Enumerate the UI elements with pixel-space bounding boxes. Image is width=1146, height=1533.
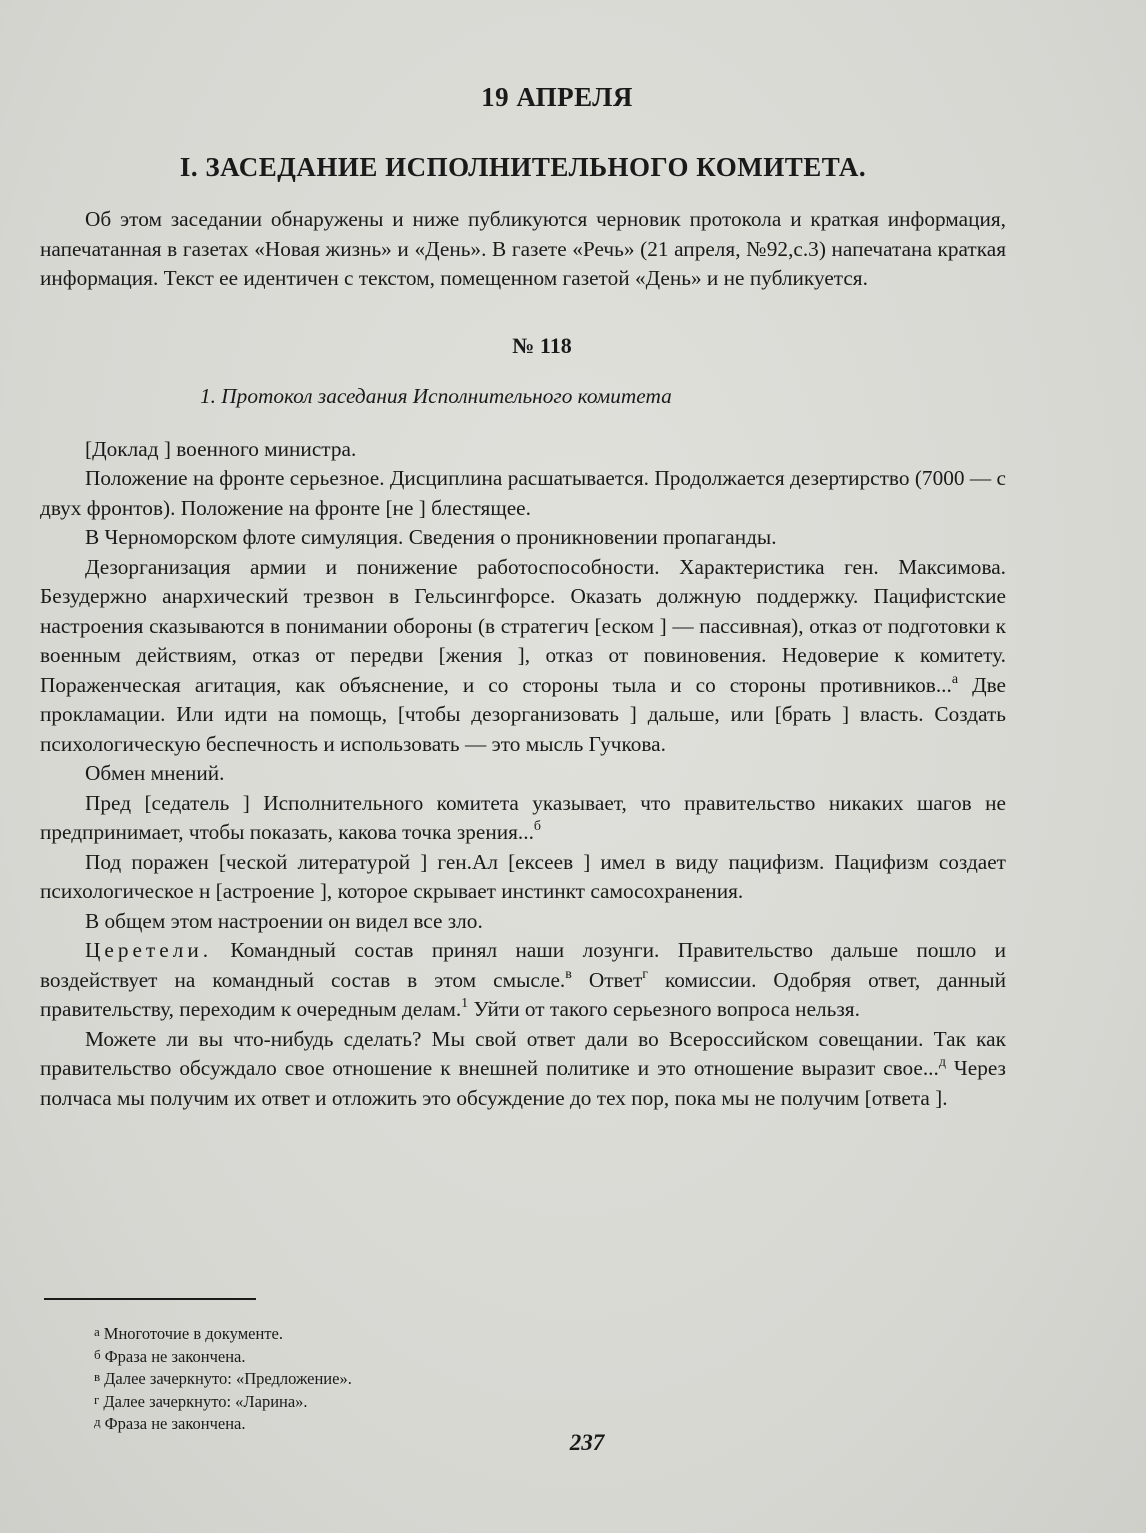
paragraph-9-part-c: комиссии. Одобряя ответ, данный правительству, переходим к очередным делам.: [40, 967, 1006, 1021]
paragraph-3: В Черноморском флоте симуляция. Сведения о проникновении пропаганды.: [85, 525, 777, 549]
document-title: 1. Протокол заседания Исполнительного комитета: [200, 383, 672, 408]
footnote-marker-b: б: [533, 819, 542, 834]
paragraph-9-part-b: Ответ: [571, 967, 643, 992]
main-text: [40, 82, 1006, 1113]
footnote-text: Далее зачеркнуто: «Предложение».: [104, 1369, 352, 1388]
footnote-item: [94, 1367, 352, 1390]
footnote-marker-d: д: [938, 1055, 946, 1070]
paragraph-10-part-b: Через полчаса мы получим их ответ и отложить это обсуждение до тех пор, пока мы не получим [ответа ].: [40, 1056, 1006, 1110]
footnote-mark: д: [94, 1414, 101, 1429]
paragraph-4: [40, 553, 1006, 760]
section-heading: I. ЗАСЕДАНИЕ ИСПОЛНИТЕЛЬНОГО КОМИТЕТА.: [179, 152, 867, 182]
date-heading: 19 АПРЕЛЯ: [481, 82, 633, 112]
footnote-text: Фраза не закончена.: [104, 1346, 246, 1366]
intro-paragraph: Об этом заседании обнаружены и ниже публикуются черновик протокола и краткая информация, напечатанная в газетах «Новая жизнь» и «День». В газете «Речь» (21 апреля, №92,с.3) напечатана краткая информация. Текст ее идентичен с текстом, помещенном газетой «День» и не публикуется.: [40, 207, 1006, 290]
page-number: 237: [569, 1430, 605, 1455]
paragraph-6: [40, 789, 1006, 848]
footnote-item: [94, 1322, 352, 1345]
footnote-marker-g: г: [642, 966, 648, 982]
footnote-mark: в: [94, 1369, 101, 1384]
footnote-marker-v: в: [565, 966, 572, 982]
footnote-marker-1: 1: [461, 996, 469, 1011]
footnote-marker-a: а: [951, 671, 959, 687]
paragraph-9: [40, 936, 1006, 1025]
paragraph-9-part-a: Командный состав принял наши лозунги. Правительство дальше пошло и воздействует на командный состав в этом смысле.: [40, 938, 1006, 992]
paragraph-7: Под поражен [ческой литературой ] ген.Ал [ексеев ] имел в виду пацифизм. Пацифизм создает психологическое н [астроение ], которое скрывает инстинкт самосохранения.: [40, 849, 1006, 903]
footnote-divider: [44, 1298, 256, 1300]
paragraph-6-text: Пред [седатель ] Исполнительного комитета указывает, что правительство никаких шагов не предпринимает, чтобы показать, какова точка зрения...: [40, 790, 1006, 844]
footnote-mark: а: [94, 1324, 100, 1339]
paragraph-2: Положение на фронте серьезное. Дисциплина расшатывается. Продолжается дезертирство (7000 — с двух фронтов). Положение на фронте [не ] блестящее.: [40, 466, 1006, 520]
paragraph-9-part-d: Уйти от такого серьезного вопроса нельзя.: [468, 997, 860, 1021]
footnote-text: Фраза не закончена.: [104, 1414, 246, 1433]
footnotes: [94, 1322, 352, 1435]
document-number: № 118: [512, 332, 572, 358]
paragraph-10-part-a: Можете ли вы что-нибудь сделать? Мы свой ответ дали во Всероссийском совещании. Так как правительство обсуждало свое отношение к внешней политике и это отношение выразит свое...: [40, 1026, 1006, 1080]
paragraph-5: Обмен мнений.: [85, 761, 225, 785]
footnote-item: [94, 1345, 352, 1368]
footnote-item: [94, 1390, 352, 1413]
paragraph-8: В общем этом настроении он видел все зло.: [85, 908, 483, 933]
speaker-name: Церетели.: [85, 938, 213, 962]
footnote-mark: г: [94, 1391, 100, 1407]
footnote-mark: б: [94, 1346, 101, 1362]
paragraph-4-part-b: Две прокламации. Или идти на помощь, [чтобы дезорганизовать ] дальше, или [брать ] власть. Создать психологическую беспечность и использовать — это мысль Гучкова.: [40, 672, 1006, 756]
footnote-text: Далее зачеркнуто: «Ларина».: [103, 1391, 308, 1411]
paragraph-1: [Доклад ] военного министра.: [85, 436, 357, 461]
footnote-text: Многоточие в документе.: [103, 1324, 283, 1343]
paragraph-4-part-a: Дезорганизация армии и понижение работоспособности. Характеристика ген. Максимова. Безудержно анархический трезвон в Гельсингфорсе. Оказать должную поддержку. Пацифистские настроения сказываются в понимании обороны (в стратегич [еском ] — пассивная), отказ от подготовки к военным действиям, отказ от передви [жения ], отказ от повиновения. Недоверие к комитету. Пораженческая агитация, как объяснение, и со стороны тыла и со стороны противников...: [40, 554, 1006, 697]
paragraph-10: [40, 1025, 1006, 1114]
